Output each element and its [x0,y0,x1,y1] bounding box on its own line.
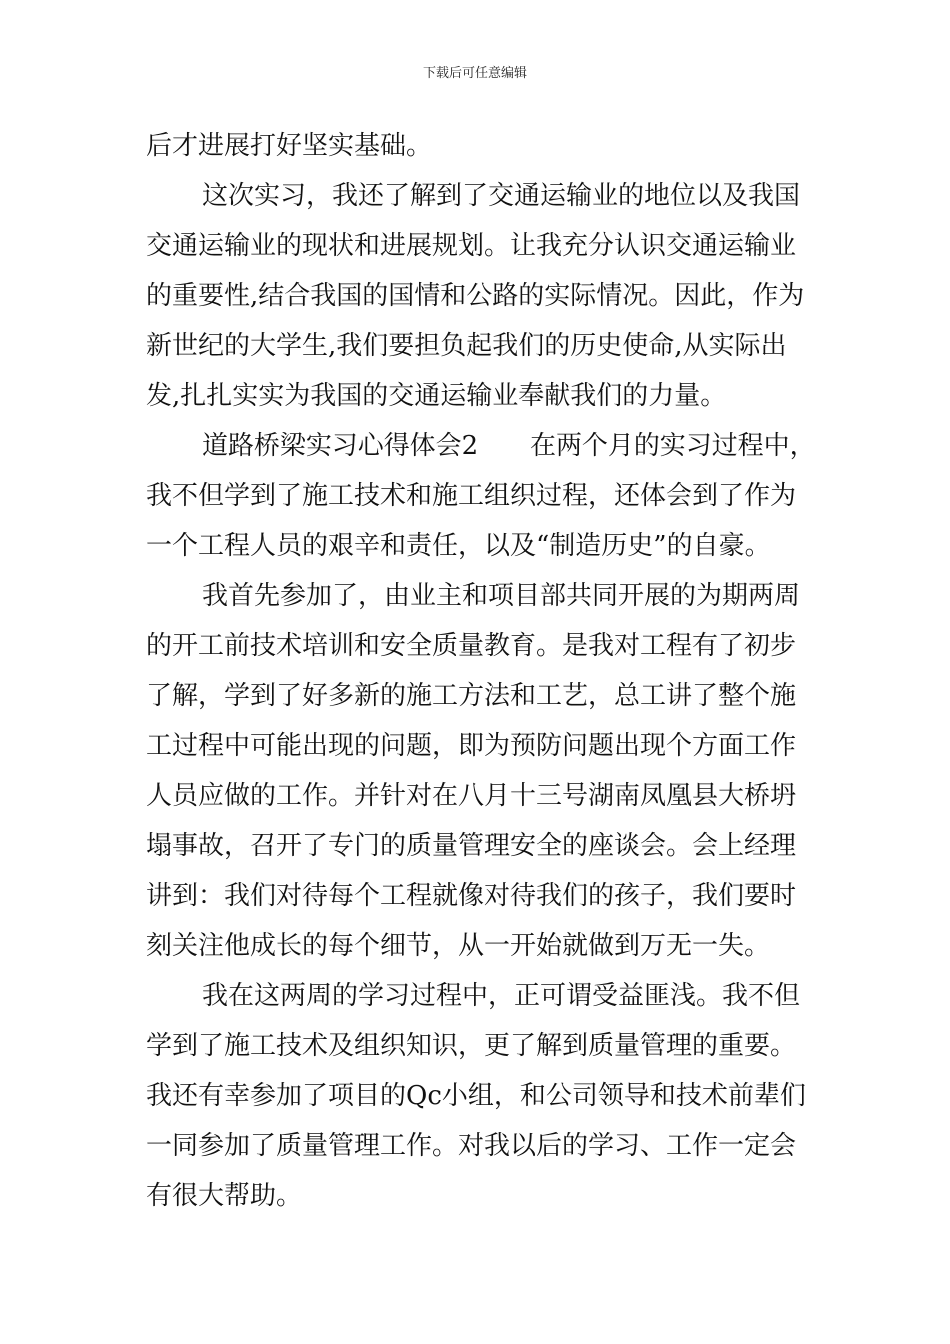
text-line: 人员应做的工作。并针对在八月十三号湖南凤凰县大桥坍 [146,781,797,811]
text-line: 新世纪的大学生,我们要担负起我们的历史使命,从实际出 [146,331,787,361]
text-line: 发,扎扎实实为我国的交通运输业奉献我们的力量。 [146,381,727,411]
text-line: 的重要性,结合我国的国情和公路的实际情况。因此，作为 [146,281,805,311]
text-line: 我不但学到了施工技术和施工组织过程，还体会到了作为 [146,481,797,511]
page-header: 下载后可任意编辑 [422,66,527,81]
text-line: 的开工前技术培训和安全质量教育。是我对工程有了初步 [146,631,797,661]
text-line: 有很大帮助。 [146,1181,303,1211]
text-line: 我在这两周的学习过程中，正可谓受益匪浅。我不但 [202,981,801,1011]
text-line: 这次实习，我还了解到了交通运输业的地位以及我国 [202,181,801,211]
text-line: 学到了施工技术及组织知识，更了解到质量管理的重要。 [146,1031,797,1061]
text-line: 工过程中可能出现的问题，即为预防问题出现个方面工作 [146,731,797,761]
text-line: 道路桥梁实习心得体会2 在两个月的实习过程中， [202,431,816,461]
text-line: 我还有幸参加了项目的Qc小组，和公司领导和技术前辈们 [146,1081,806,1111]
text-line: 交通运输业的现状和进展规划。让我充分认识交通运输业 [146,231,797,261]
text-line: 了解，学到了好多新的施工方法和工艺，总工讲了整个施 [146,681,797,711]
text-line: 刻关注他成长的每个细节，从一开始就做到万无一失。 [146,931,771,961]
text-line: 后才进展打好坚实基础。 [146,131,433,161]
text-line: 一个工程人员的艰辛和责任，以及“制造历史”的自豪。 [146,531,771,561]
text-line: 讲到：我们对待每个工程就像对待我们的孩子，我们要时 [146,881,797,911]
text-line: 我首先参加了，由业主和项目部共同开展的为期两周 [202,581,801,611]
text-line: 一同参加了质量管理工作。对我以后的学习、工作一定会 [146,1131,797,1161]
text-line: 塌事故，召开了专门的质量管理安全的座谈会。会上经理 [146,831,797,861]
